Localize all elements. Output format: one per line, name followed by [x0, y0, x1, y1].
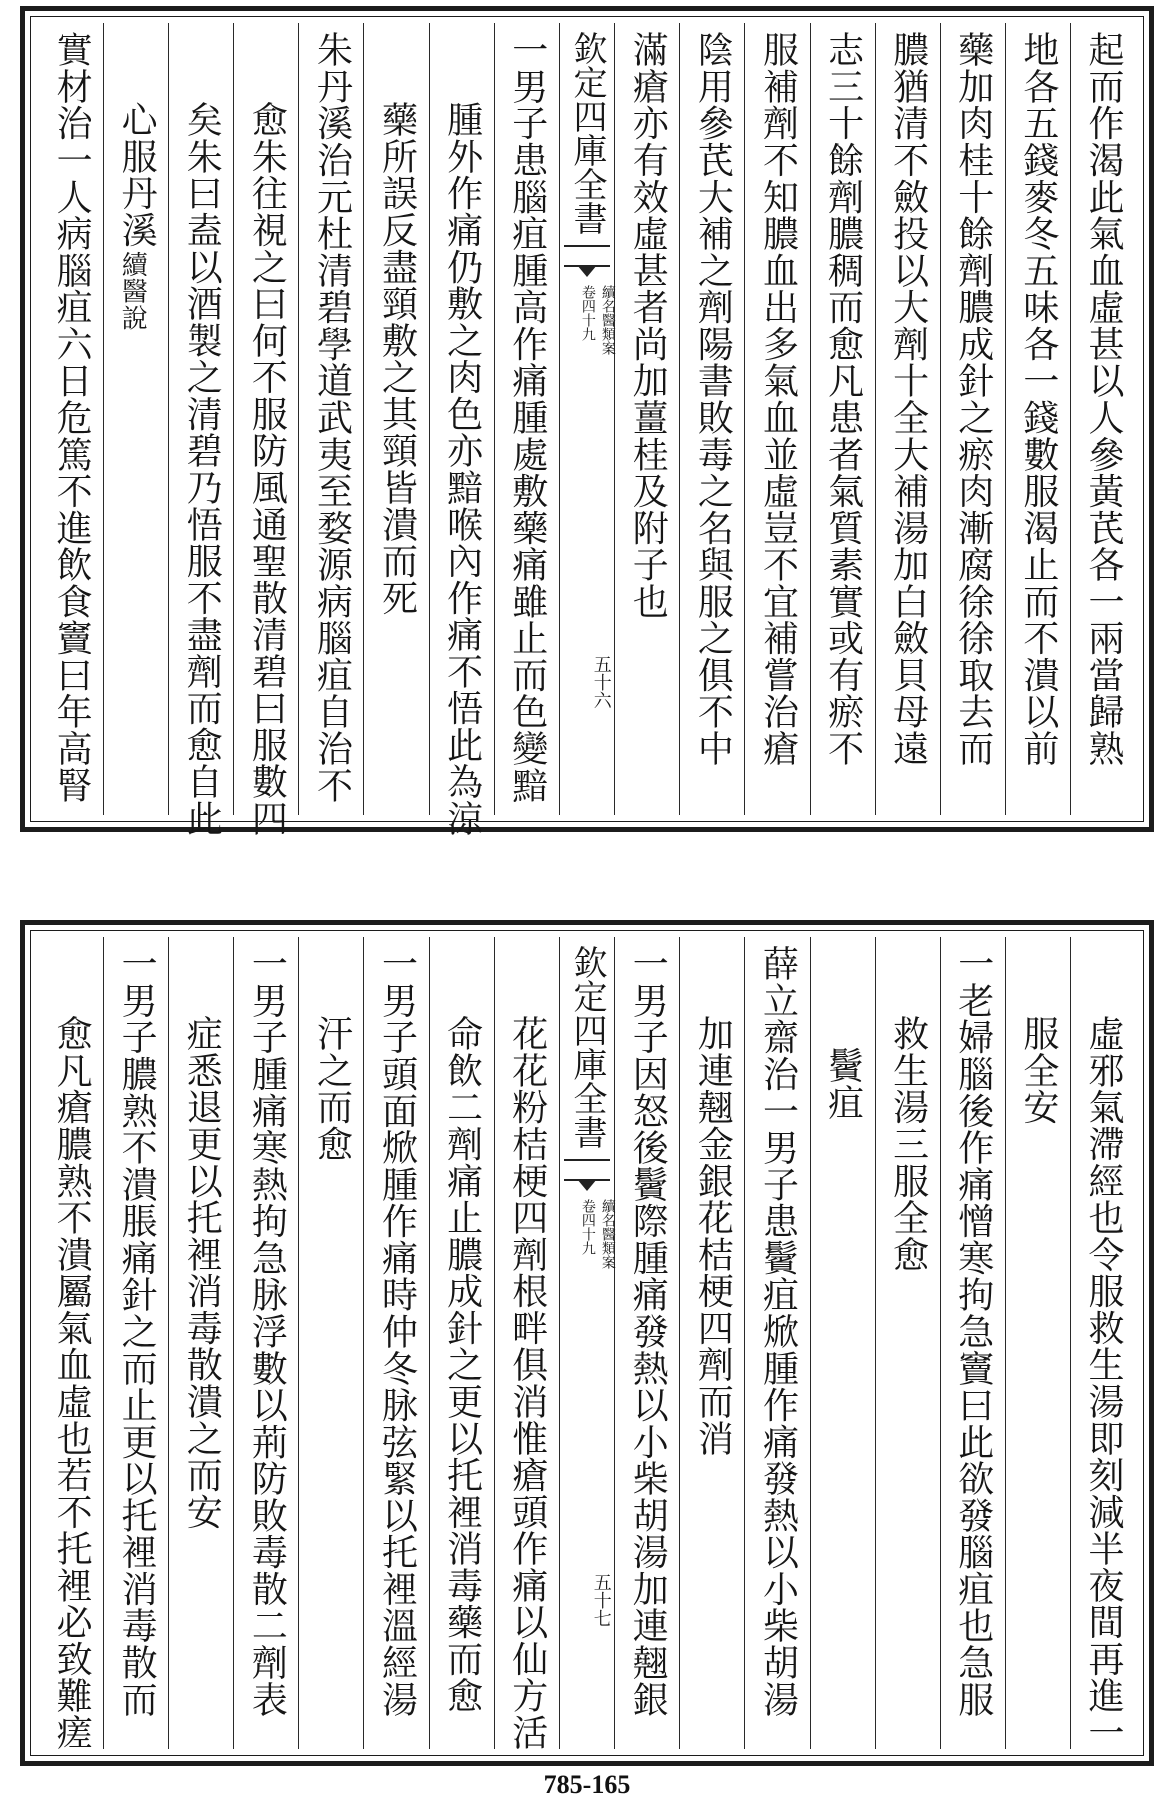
text-line: 一男子膿熟不潰脹痛針之而止更以托裡消毒散而: [116, 945, 158, 1718]
text-line: 服全安: [1017, 1015, 1059, 1126]
text-column: [168, 937, 233, 1749]
text-line: 症悉退更以托裡消毒散潰之而安: [181, 1015, 223, 1530]
text-column: [494, 937, 559, 1749]
text-column: [1005, 23, 1070, 815]
text-columns: [39, 937, 1135, 1749]
text-column: [168, 23, 233, 837]
section-heading: 鬢疽: [822, 1047, 864, 1121]
text-line: 一男子腫痛寒熱拘急脉浮數以荊防敗毒散二劑表: [246, 945, 288, 1718]
text-column: [298, 937, 363, 1749]
text-column: [940, 937, 1005, 1749]
text-line: 藥所誤反盡頸敷之其頸皆潰而死: [376, 101, 418, 616]
text-line: 花花粉桔梗四劑根畔俱消惟瘡頭作痛以仙方活: [506, 1015, 548, 1751]
text-columns: [39, 23, 1135, 837]
text-line: 陰用參芪大補之劑陽書敗毒之名與服之俱不中: [692, 31, 734, 767]
text-column: [233, 23, 298, 837]
text-line: 地各五錢麥冬五味各一錢數服渴止而不潰以前: [1017, 31, 1059, 767]
text-column: [103, 937, 168, 1749]
text-column: [103, 23, 168, 815]
page-panel-bottom: [20, 920, 1154, 1766]
book-title: 欽定四庫全書: [567, 31, 607, 235]
text-column: [744, 23, 809, 815]
fish-tail-mark: [564, 1159, 610, 1181]
folio-number: 五十七: [590, 1573, 612, 1627]
text-column: [614, 937, 679, 1749]
text-line: 一老婦腦後作痛憎寒拘急竇曰此欲發腦疽也急服: [952, 945, 994, 1718]
text-column: [39, 937, 103, 1749]
book-title: 欽定四庫全書: [567, 945, 607, 1149]
text-line: 薛立齋治一男子患鬢疽焮腫作痛發熱以小柴胡湯: [757, 945, 799, 1718]
text-line: 虛邪氣滯經也令服救生湯即刻減半夜間再進一: [1082, 1015, 1124, 1751]
text-line: 心服丹溪: [116, 101, 158, 249]
page-number: 785-165: [543, 1770, 631, 1799]
text-line: 腫外作痛仍敷之肉色亦黯喉內作痛不悟此為涼: [441, 101, 483, 837]
text-column: [679, 23, 744, 815]
text-column: [363, 23, 428, 815]
text-line: 愈凡瘡膿熟不潰屬氣血虛也若不托裡必致難瘥: [51, 1015, 93, 1751]
text-line: 加連翹金銀花桔梗四劑而消: [692, 1015, 734, 1457]
text-column: [494, 23, 559, 815]
text-column: [39, 23, 103, 815]
text-line: 起而作渴此氣血虛甚以人參黃芪各一兩當歸熟: [1082, 31, 1124, 767]
folio-number: 五十六: [590, 655, 612, 709]
text-column: [1005, 937, 1070, 1749]
text-line: 矣朱曰盍以酒製之清碧乃悟服不盡劑而愈自此: [181, 101, 223, 837]
source-note: 續醫說: [117, 251, 148, 332]
page-panel-top: [20, 6, 1154, 837]
text-column: [429, 23, 494, 837]
center-column: [559, 23, 614, 815]
text-column: [1070, 23, 1135, 815]
text-column: [614, 23, 679, 815]
text-column: [363, 937, 428, 1749]
text-column: [744, 937, 809, 1749]
text-column: [875, 937, 940, 1749]
text-line: 膿猶清不斂投以大劑十全大補湯加白斂貝母遠: [887, 31, 929, 767]
text-column: [810, 937, 875, 1749]
text-line: 救生湯三服全愈: [887, 1015, 929, 1273]
text-column: [429, 937, 494, 1749]
volume-label: 卷四十九: [579, 285, 596, 341]
text-line: 一男子因怒後鬢際腫痛發熱以小柴胡湯加連翹銀: [627, 945, 669, 1718]
text-column: [233, 937, 298, 1749]
text-column: [810, 23, 875, 815]
text-line: 命飲二劑痛止膿成針之更以托裡消毒藥而愈: [441, 1015, 483, 1714]
text-line: 朱丹溪治元杜清碧學道武夷至婺源病腦疽自治不: [311, 31, 353, 804]
text-line: 一男子患腦疽腫高作痛腫處敷藥痛雖止而色變黯: [506, 31, 548, 804]
book-subtitle: 續名醫類案: [599, 285, 616, 355]
text-column: [875, 23, 940, 815]
text-line: 愈朱往視之曰何不服防風通聖散清碧曰服數四: [246, 101, 288, 837]
text-column: [940, 23, 1005, 815]
fish-tail-mark: [564, 245, 610, 267]
text-line: 一男子頭面焮腫作痛時仲冬脉弦緊以托裡溫經湯: [376, 945, 418, 1718]
text-column: [298, 23, 363, 815]
text-column: [679, 937, 744, 1749]
book-subtitle: 續名醫類案: [599, 1199, 616, 1269]
text-column: [1070, 937, 1135, 1749]
text-line: 服補劑不知膿血出多氣血並虛豈不宜補嘗治瘡: [757, 31, 799, 767]
text-line: 志三十餘劑膿稠而愈凡患者氣質素實或有瘀不: [822, 31, 864, 767]
volume-label: 卷四十九: [579, 1199, 596, 1255]
text-line: 汗之而愈: [311, 1015, 353, 1163]
text-line: 實材治一人病腦疽六日危篤不進飲食竇曰年高腎: [51, 31, 93, 804]
text-line: 滿瘡亦有效虛甚者尚加薑桂及附子也: [627, 31, 669, 620]
center-column: [559, 937, 614, 1749]
text-line: 藥加肉桂十餘劑膿成針之瘀肉漸腐徐徐取去而: [952, 31, 994, 767]
